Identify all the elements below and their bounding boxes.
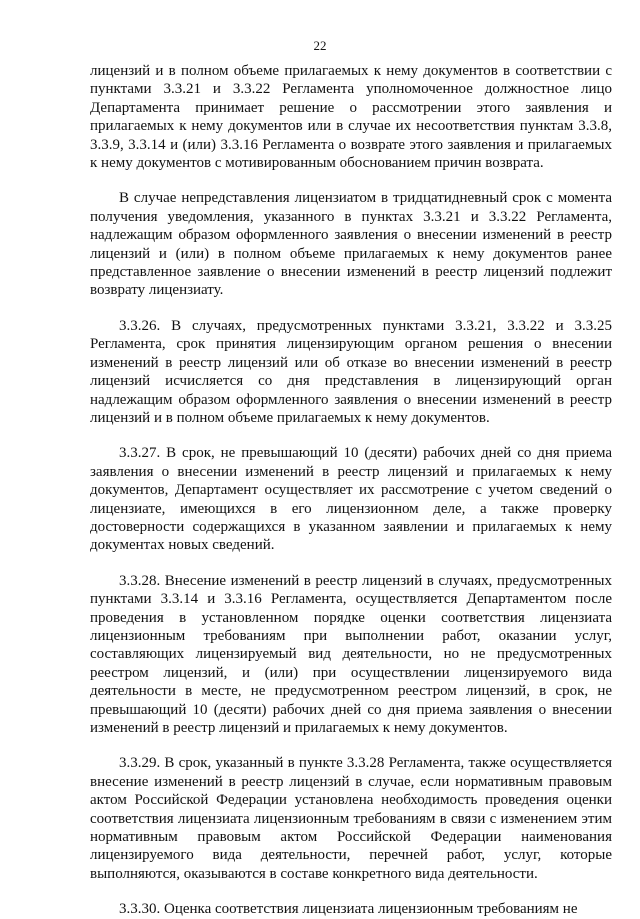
page-number: 22 [313,38,327,53]
document-body [90,62,612,919]
paragraph-non-submission: В случае непредставления лицензиатом в тридцатидневный срок с момента получения уведомления, указанного в пунктах 3.3.21 и 3.3.22 Регламента, надлежащим образом оформленного заявления о внесении изменений в реестр лицензий и (или) в полном объеме прилагаемых к нему документов ранее представленное заявление о внесении изменений в реестр лицензий подлежит возврату лицензиату. [90,190,612,299]
paragraph-3-3-28: 3.3.28. Внесение изменений в реестр лицензий в случаях, предусмотренных пунктами 3.3.14 и 3.3.16 Регламента, осуществляется Департаментом после проведения в установленном порядке оценки соответствия лицензиата лицензионным требованиям при выполнении работ, оказании услуг, составляющих лицензируемый вид деятельности, но не предусмотренных реестром лицензий, и (или) при осуществлении лицензируемого вида деятельности в месте, не предусмотренном реестром лицензий, в срок, не превышающий 10 (десяти) рабочих дней со дня приема заявления о внесении изменений в реестр лицензий и прилагаемых к нему документов. [90,572,612,736]
paragraph-3-3-27: 3.3.27. В срок, не превышающий 10 (десяти) рабочих дней со дня приема заявления о внесении изменений в реестр лицензий и прилагаемых к нему документов, Департамент осуществляет их рассмотрение с учетом сведений о лицензиате, имеющихся в его лицензионном деле, а также проверку достоверности содержащихся в указанном заявлении и прилагаемых к нему документах новых сведений. [90,445,612,554]
paragraph-3-3-29: 3.3.29. В срок, указанный в пункте 3.3.28 Регламента, также осуществляется внесение изменений в реестр лицензий в случае, если нормативным правовым актом Российской Федерации установлена необходимость проведения оценки соответствия лицензиата лицензионным требованиям в связи с изменением этим нормативным правовым актом Российской Федерации наименования лицензируемого вида деятельности, перечней работ, услуг, которые выполняются, оказываются в составе конкретного вида деятельности. [90,755,612,882]
paragraph-3-3-26: 3.3.26. В случаях, предусмотренных пунктами 3.3.21, 3.3.22 и 3.3.25 Регламента, срок принятия лицензирующим органом решения о внесении изменений в реестр лицензий или об отказе во внесении изменений в реестр лицензий исчисляется со дня представления в лицензирующий орган надлежащим образом оформленного заявления о внесении изменений в реестр лицензий и в полном объеме прилагаемых к нему документов. [90,317,612,426]
paragraph-3-3-30: 3.3.30. Оценка соответствия лицензиата лицензионным требованиям не [119,901,578,918]
paragraph-continuation: лицензий и в полном объеме прилагаемых к нему документов в соответствии с пунктами 3.3.21 и 3.3.22 Регламента уполномоченное должностное лицо Департамента принимает решение о рассмотрении этого заявления и прилагаемых к нему документов или в случае их несоответствия пунктам 3.3.8, 3.3.9, 3.3.14 и (или) 3.3.16 Регламента о возврате этого заявления и прилагаемых к нему документов с мотивированным обоснованием причин возврата. [90,63,612,172]
